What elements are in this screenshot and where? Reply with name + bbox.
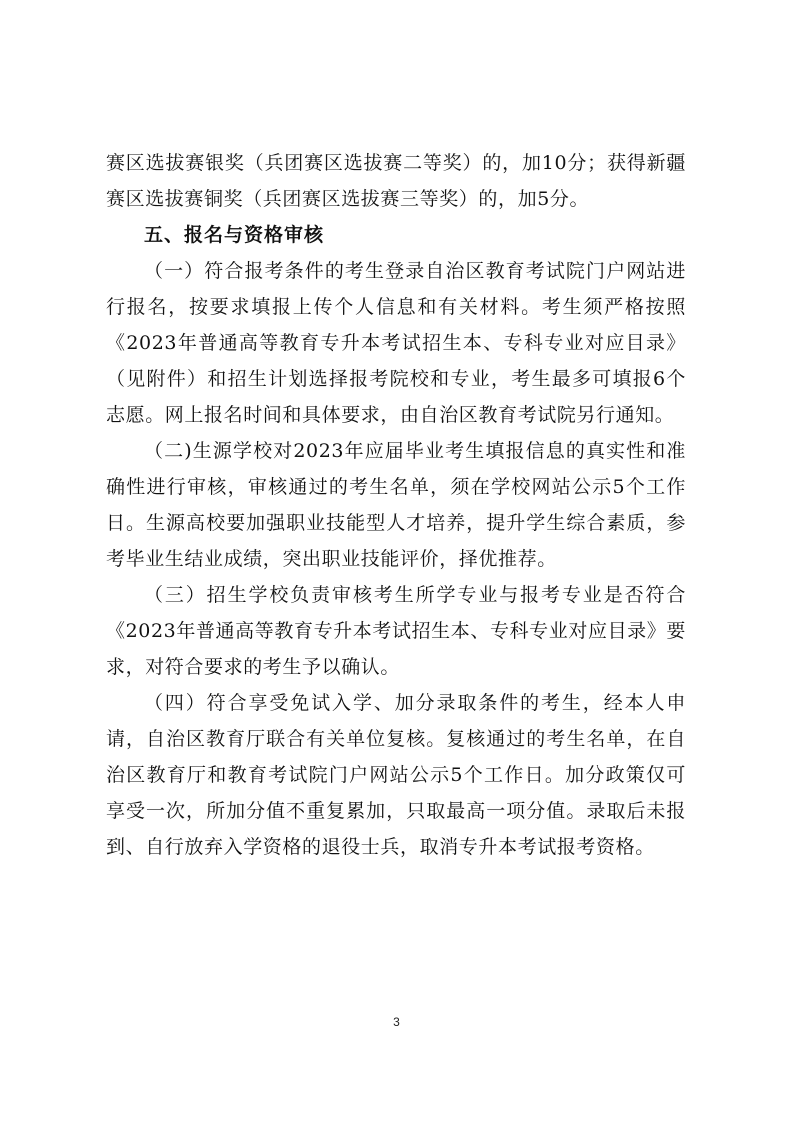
paragraph-2: （二)生源学校对2023年应届毕业考生填报信息的真实性和准确性进行审核，审核通过的考生名单，须在学校网站公示5个工作日。生源高校要加强职业技能型人才培养，提升学生综合素质，参考毕业生结业成绩，突出职业技能评价，择优推荐。 bbox=[106, 440, 686, 570]
paragraph-4: （四）符合享受免试入学、加分录取条件的考生，经本人申请，自治区教育厅联合有关单位复核。复核通过的考生名单，在自治区教育厅和教育考试院门户网站公示5个工作日。加分政策仅可享受一次，所加分值不重复累加，只取最高一项分值。录取后未报到、自行放弃入学资格的退役士兵，取消专升本考试报考资格。 bbox=[106, 692, 686, 858]
continuation-paragraph: 赛区选拔赛银奖（兵团赛区选拔赛二等奖）的，加10分；获得新疆赛区选拔赛铜奖（兵团赛区选拔赛三等奖）的，加5分。 bbox=[106, 152, 686, 210]
document-body bbox=[106, 145, 686, 865]
page-number: 3 bbox=[393, 1015, 400, 1029]
paragraph-1: （一）符合报考条件的考生登录自治区教育考试院门户网站进行报名，按要求填报上传个人信息和有关材料。考生须严格按照《2023年普通高等教育专升本考试招生本、专科专业对应目录》（见附件）和招生计划选择报考院校和专业，考生最多可填报6个志愿。网上报名时间和具体要求，由自治区教育考试院另行通知。 bbox=[106, 260, 686, 426]
section-heading: 五、报名与资格审核 bbox=[144, 224, 325, 246]
paragraph-3: （三）招生学校负责审核考生所学专业与报考专业是否符合《2023年普通高等教育专升本考试招生本、专科专业对应目录》要求，对符合要求的考生予以确认。 bbox=[106, 584, 686, 678]
